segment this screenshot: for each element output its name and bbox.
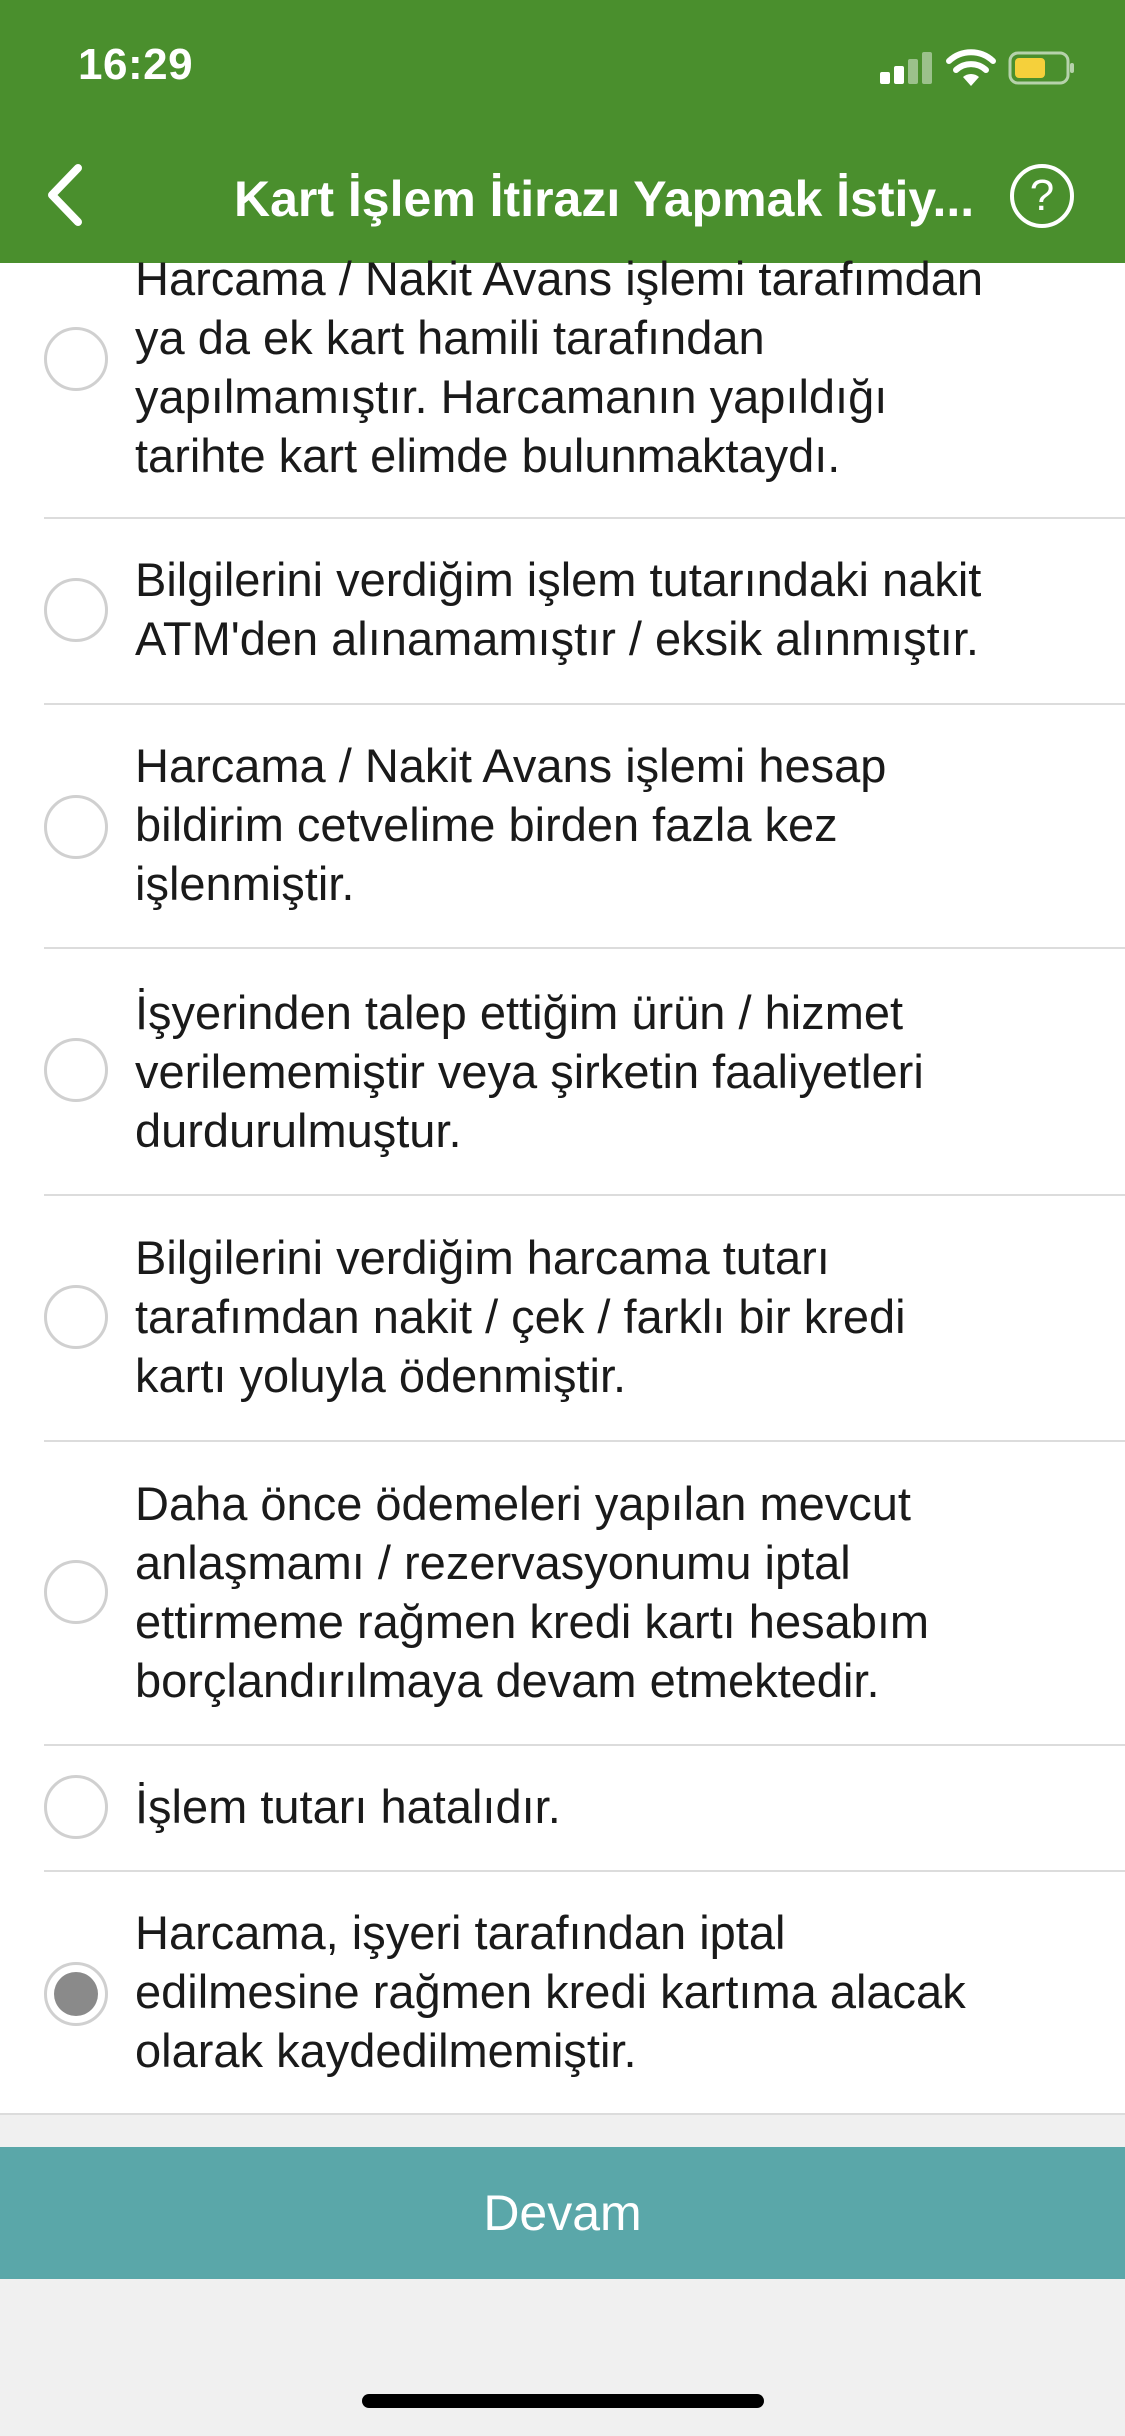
option-text: Harcama / Nakit Avans işlemi tarafımdan ya da ek kart hamili tarafından yapılmamıştır. Harcamanın yapıldığı tarihte kart elimde bulunmaktaydı. xyxy=(135,252,984,482)
continue-button[interactable]: Devam xyxy=(0,2147,1125,2279)
radio-button[interactable] xyxy=(44,795,108,859)
question-circle-icon: ? xyxy=(1029,171,1055,220)
status-time: 16:29 xyxy=(78,40,194,89)
chevron-left-icon xyxy=(40,162,90,228)
list-item[interactable] xyxy=(0,1194,1125,1440)
option-text: Daha önce ödemeleri yapılan mevcut anlaşmamı / rezervasyonumu iptal ettirmeme rağmen kredi kartı hesabım borçlandırılmaya devam etmektedir. xyxy=(135,1477,930,1707)
list-item[interactable] xyxy=(0,252,1125,517)
app-header xyxy=(0,0,1125,263)
radio-button[interactable] xyxy=(44,578,108,642)
cellular-signal-icon xyxy=(880,52,932,84)
back-button[interactable] xyxy=(30,160,100,230)
option-text: Bilgilerini verdiğim harcama tutarı tarafımdan nakit / çek / farklı bir kredi kartı yoluyla ödenmiştir. xyxy=(135,1231,906,1402)
wifi-icon xyxy=(946,48,996,88)
list-item[interactable] xyxy=(0,1744,1125,1870)
list-item[interactable] xyxy=(0,1440,1125,1744)
home-indicator xyxy=(362,2394,764,2408)
divider xyxy=(0,2113,1125,2115)
option-text: İşyerinden talep ettiğim ürün / hizmet verilememiştir veya şirketin faaliyetleri durdurulmuştur. xyxy=(135,986,924,1157)
list-item[interactable] xyxy=(0,703,1125,947)
list-item[interactable] xyxy=(0,517,1125,703)
dispute-reason-list xyxy=(0,252,1125,2113)
radio-button-selected[interactable] xyxy=(44,1962,108,2026)
list-item[interactable] xyxy=(0,1870,1125,2113)
option-text: Harcama / Nakit Avans işlemi hesap bildirim cetvelime birden fazla kez işlenmiştir. xyxy=(135,739,887,910)
battery-icon xyxy=(1008,50,1076,86)
list-item[interactable] xyxy=(0,947,1125,1194)
option-text: Bilgilerini verdiğim işlem tutarındaki nakit ATM'den alınamamıştır / eksik alınmıştır. xyxy=(135,553,982,665)
radio-button[interactable] xyxy=(44,327,108,391)
page-title: Kart İşlem İtirazı Yapmak İstiy... xyxy=(234,171,975,227)
option-text: İşlem tutarı hatalıdır. xyxy=(135,1780,561,1833)
radio-button[interactable] xyxy=(44,1775,108,1839)
radio-button[interactable] xyxy=(44,1285,108,1349)
option-text: Harcama, işyeri tarafından iptal edilmesine rağmen kredi kartıma alacak olarak kaydedilmemiştir. xyxy=(135,1906,966,2077)
help-button[interactable] xyxy=(1010,164,1074,228)
radio-button[interactable] xyxy=(44,1560,108,1624)
radio-button[interactable] xyxy=(44,1038,108,1102)
